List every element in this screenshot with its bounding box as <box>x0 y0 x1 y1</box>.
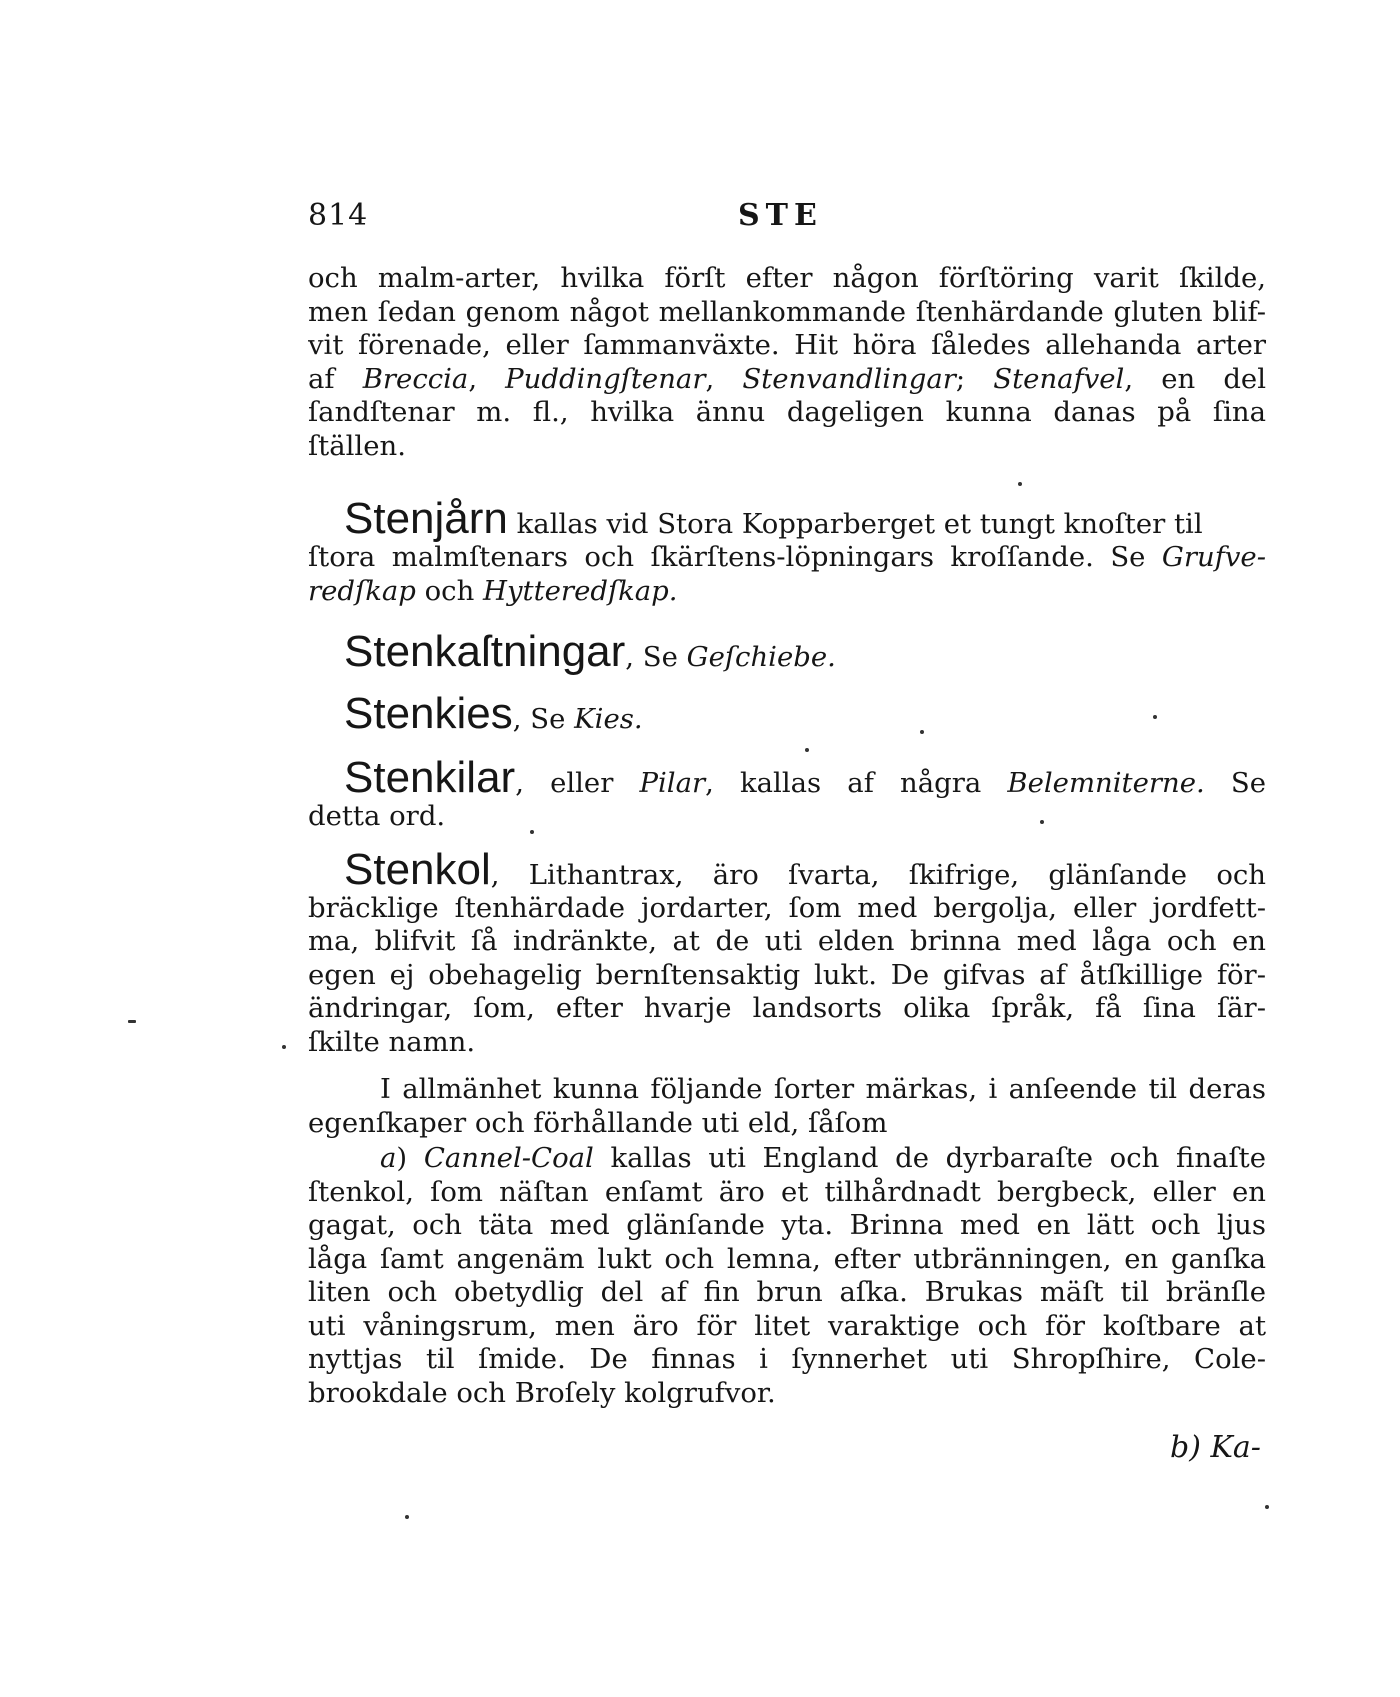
cross-ref-redskap: redſkap <box>308 574 416 607</box>
item-a-cannel-coal <box>308 1142 1266 1410</box>
page-number: 814 <box>308 198 369 233</box>
running-head: STE <box>738 198 823 233</box>
text-line: låga ſamt angenäm lukt och lemna, efter utbränningen, en ganſka <box>308 1242 1266 1275</box>
catchword: b) Ka- <box>1170 1430 1261 1465</box>
text-line: ſandſtenar m. fl., hvilka ännu dageligen kunna danas på ſina <box>308 396 1266 428</box>
scan-speck <box>530 830 534 834</box>
scan-speck <box>1265 1505 1269 1509</box>
text-line: gagat, och täta med glänſande yta. Brinna med en lätt och ljus <box>308 1209 1266 1241</box>
headword: Stenjårn <box>344 494 508 543</box>
entry-stenkies <box>308 682 1266 746</box>
text-line <box>308 363 1266 397</box>
entry-first-line <box>308 494 1266 543</box>
text-line: detta ord. <box>308 800 446 832</box>
text-run: ; <box>955 362 994 395</box>
text-run: af <box>308 362 363 395</box>
scan-speck <box>1040 820 1044 824</box>
text-line: ſtällen. <box>308 429 406 462</box>
text-line: ma, blifvit ſå indränkte, at de uti elden brinna med låga och en <box>308 925 1266 957</box>
page-header <box>308 198 1268 238</box>
paragraph-allmanhet <box>308 1073 1266 1140</box>
headword: Stenkilar <box>344 753 516 802</box>
entry-first-line <box>308 753 1266 802</box>
scan-speck <box>805 748 809 752</box>
headword: Stenkaſtningar <box>344 627 626 676</box>
scan-speck <box>1153 715 1157 719</box>
text-line: liten och obetydlig del af fin brun aſka. Brukas mäſt til bränſle <box>308 1276 1266 1308</box>
text-run: ſtora malmſtenars och ſkärſtens-löpningars kroſſande. Se <box>308 541 1162 573</box>
scan-speck <box>1018 482 1022 486</box>
text-line: brookdale och Broſely kolgrufvor. <box>308 1376 776 1409</box>
spacer <box>308 1059 1266 1073</box>
entry-first-line <box>308 844 1266 894</box>
entry-stenkol <box>308 844 1266 1060</box>
scan-speck <box>282 1045 286 1049</box>
text-run: , <box>705 362 743 395</box>
text-run: , kallas af några <box>705 767 1008 799</box>
cross-ref-kies: Kies. <box>574 703 643 735</box>
paragraph-continued <box>308 262 1266 463</box>
entry-stenkastningar <box>308 622 1266 682</box>
text-line: I allmänhet kunna följande ſorter märkas, i anſeende til deras <box>380 1073 1266 1105</box>
text-line: ändringar, ſom, efter hvarje landsorts olika ſpråk, få ſina ſär- <box>308 992 1266 1024</box>
text-line: bräcklige ſtenhärdade jordarter, ſom med bergolja, eller jordfett- <box>308 891 1266 924</box>
text-run: , Se <box>625 641 687 673</box>
text-run: , en del <box>1124 362 1266 395</box>
spacer <box>308 608 1266 622</box>
spacer <box>308 463 1266 497</box>
scan-speck <box>920 730 924 734</box>
text-line <box>308 1142 1266 1176</box>
text-run: , eller <box>515 767 640 799</box>
term-cannel-coal: Cannel-Coal <box>423 1142 594 1174</box>
text-run: kallas vid Stora Kopparberget et tungt knoſter til <box>507 508 1203 540</box>
cross-ref-puddingstenar: Puddingſtenar <box>505 362 706 395</box>
text-line <box>308 541 1266 575</box>
text-run: ) <box>396 1142 424 1174</box>
scan-speck <box>128 1020 136 1023</box>
text-run: Se <box>1204 767 1266 799</box>
cross-ref-pilar: Pilar <box>639 767 706 799</box>
cross-ref-hytteredskap: Hytteredſkap. <box>483 574 678 607</box>
text-line: ſkilte namn. <box>308 1025 476 1058</box>
body-text <box>308 262 1266 1410</box>
text-line: uti våningsrum, men äro för litet varaktige och för koſtbare at <box>308 1309 1266 1342</box>
cross-ref-grufveredskap: Grufve- <box>1161 541 1266 573</box>
cross-ref-geschiebe: Geſchiebe. <box>686 641 836 673</box>
text-line: egen ej obehagelig bernſtensaktig lukt. De gifvas af åtſkillige för- <box>308 958 1266 991</box>
cross-ref-stenafvel: Stenafvel <box>993 362 1125 395</box>
text-line: ſtenkol, ſom näſtan enſamt äro et tilhårdnadt bergbeck, eller en <box>308 1175 1266 1208</box>
text-run: och <box>415 574 484 607</box>
text-line: men ſedan genom något mellankommande ſtenhärdande gluten blif- <box>308 295 1266 328</box>
cross-ref-belemniterne: Belemniterne. <box>1007 767 1205 799</box>
text-run: kallas uti England de dyrbaraſte och finaſte <box>593 1142 1266 1174</box>
text-line: och malm-arter, hvilka förſt efter någon förſtöring varit ſkilde, <box>308 262 1266 294</box>
scan-speck <box>405 1515 409 1519</box>
text-line <box>308 575 1266 609</box>
headword: Stenkol <box>344 844 491 894</box>
entry-stenkilar <box>308 753 1266 834</box>
text-run: , Se <box>512 703 575 735</box>
text-run: , <box>468 362 506 395</box>
text-run: , Lithantrax, äro ſvarta, ſkifrige, glänſande och <box>490 858 1266 891</box>
entry-stenjarn <box>308 494 1266 608</box>
item-label: a <box>380 1142 397 1174</box>
text-line: egenſkaper och förhållande uti eld, ſåſom <box>308 1106 888 1139</box>
text-line: nyttjas til ſmide. De finnas i ſynnerhet uti Shropſhire, Cole- <box>308 1343 1266 1375</box>
text-line: vit förenade, eller ſammanväxte. Hit höra ſåledes allehanda arter <box>308 329 1266 361</box>
cross-ref-stenvandlingar: Stenvandlingar <box>742 362 956 395</box>
cross-ref-breccia: Breccia <box>362 362 469 395</box>
headword: Stenkies <box>344 689 513 738</box>
